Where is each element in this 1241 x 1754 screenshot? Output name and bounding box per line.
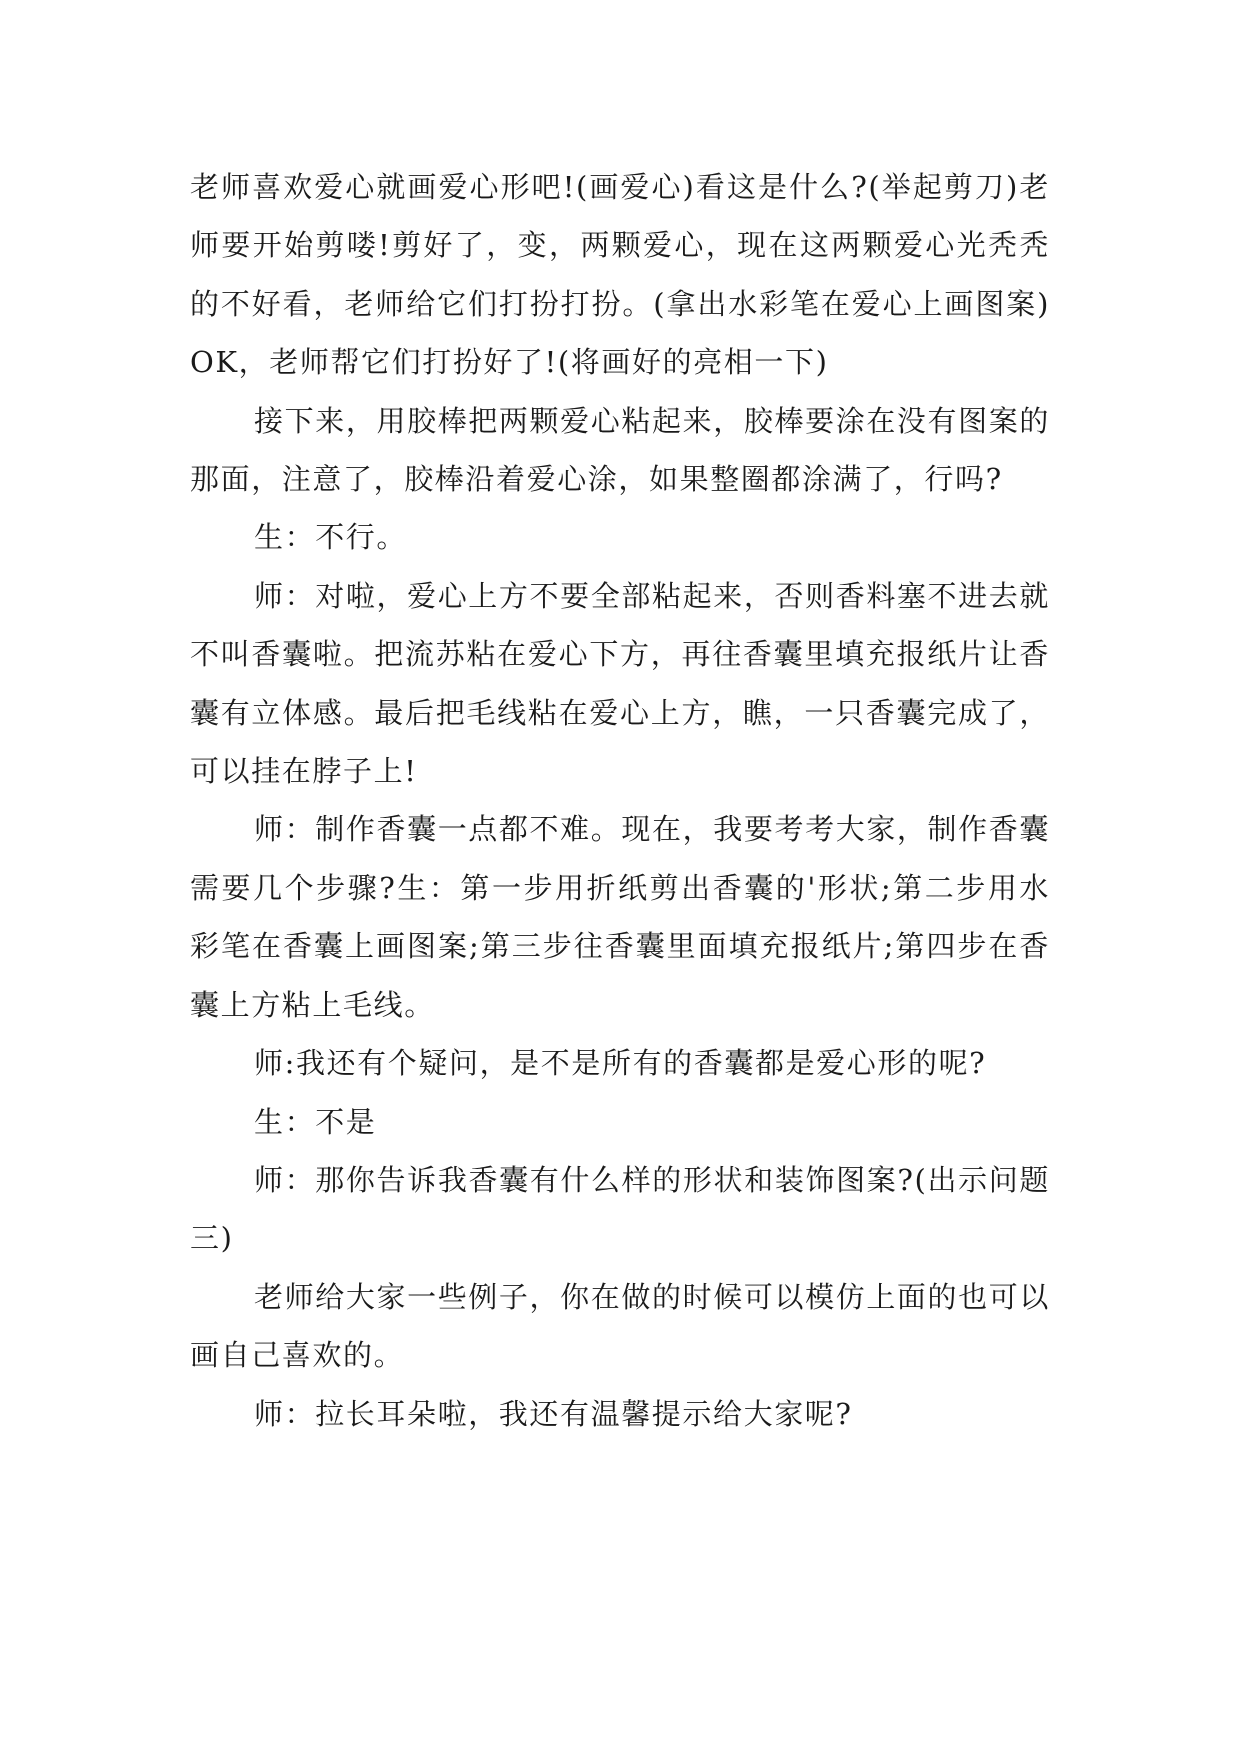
paragraph-5: 师：制作香囊一点都不难。现在，我要考考大家，制作香囊需要几个步骤?生：第一步用折纸剪出香囊的'形状;第二步用水彩笔在香囊上画图案;第三步往香囊里面填充报纸片;第四步在香囊上方粘上毛线。	[190, 812, 1050, 1022]
paragraph-10: 师：拉长耳朵啦，我还有温馨提示给大家呢?	[254, 1396, 853, 1431]
paragraph-9: 老师给大家一些例子，你在做的时候可以模仿上面的也可以画自己喜欢的。	[190, 1279, 1050, 1373]
document-page	[190, 158, 1050, 1443]
paragraph-6: 师:我还有个疑问，是不是所有的香囊都是爱心形的呢?	[254, 1046, 987, 1081]
paragraph-1: 老师喜欢爱心就画爱心形吧!(画爱心)看这是什么?(举起剪刀)老师要开始剪喽!剪好了，变，两颗爱心，现在这两颗爱心光秃秃的不好看，老师给它们打扮打扮。(拿出水彩笔在爱心上画图案)OK，老师帮它们打扮好了!(将画好的亮相一下)	[190, 170, 1050, 380]
paragraph-7: 生：不是	[254, 1104, 377, 1139]
paragraph-8: 师：那你告诉我香囊有什么样的形状和装饰图案?(出示问题三)	[190, 1162, 1050, 1256]
paragraph-4: 师：对啦，爱心上方不要全部粘起来，否则香料塞不进去就不叫香囊啦。把流苏粘在爱心下方，再往香囊里填充报纸片让香囊有立体感。最后把毛线粘在爱心上方，瞧，一只香囊完成了，可以挂在脖子上!	[190, 578, 1050, 789]
paragraph-3: 生：不行。	[254, 520, 408, 555]
paragraph-2: 接下来，用胶棒把两颗爱心粘起来，胶棒要涂在没有图案的那面，注意了，胶棒沿着爱心涂，如果整圈都涂满了，行吗?	[190, 403, 1050, 497]
